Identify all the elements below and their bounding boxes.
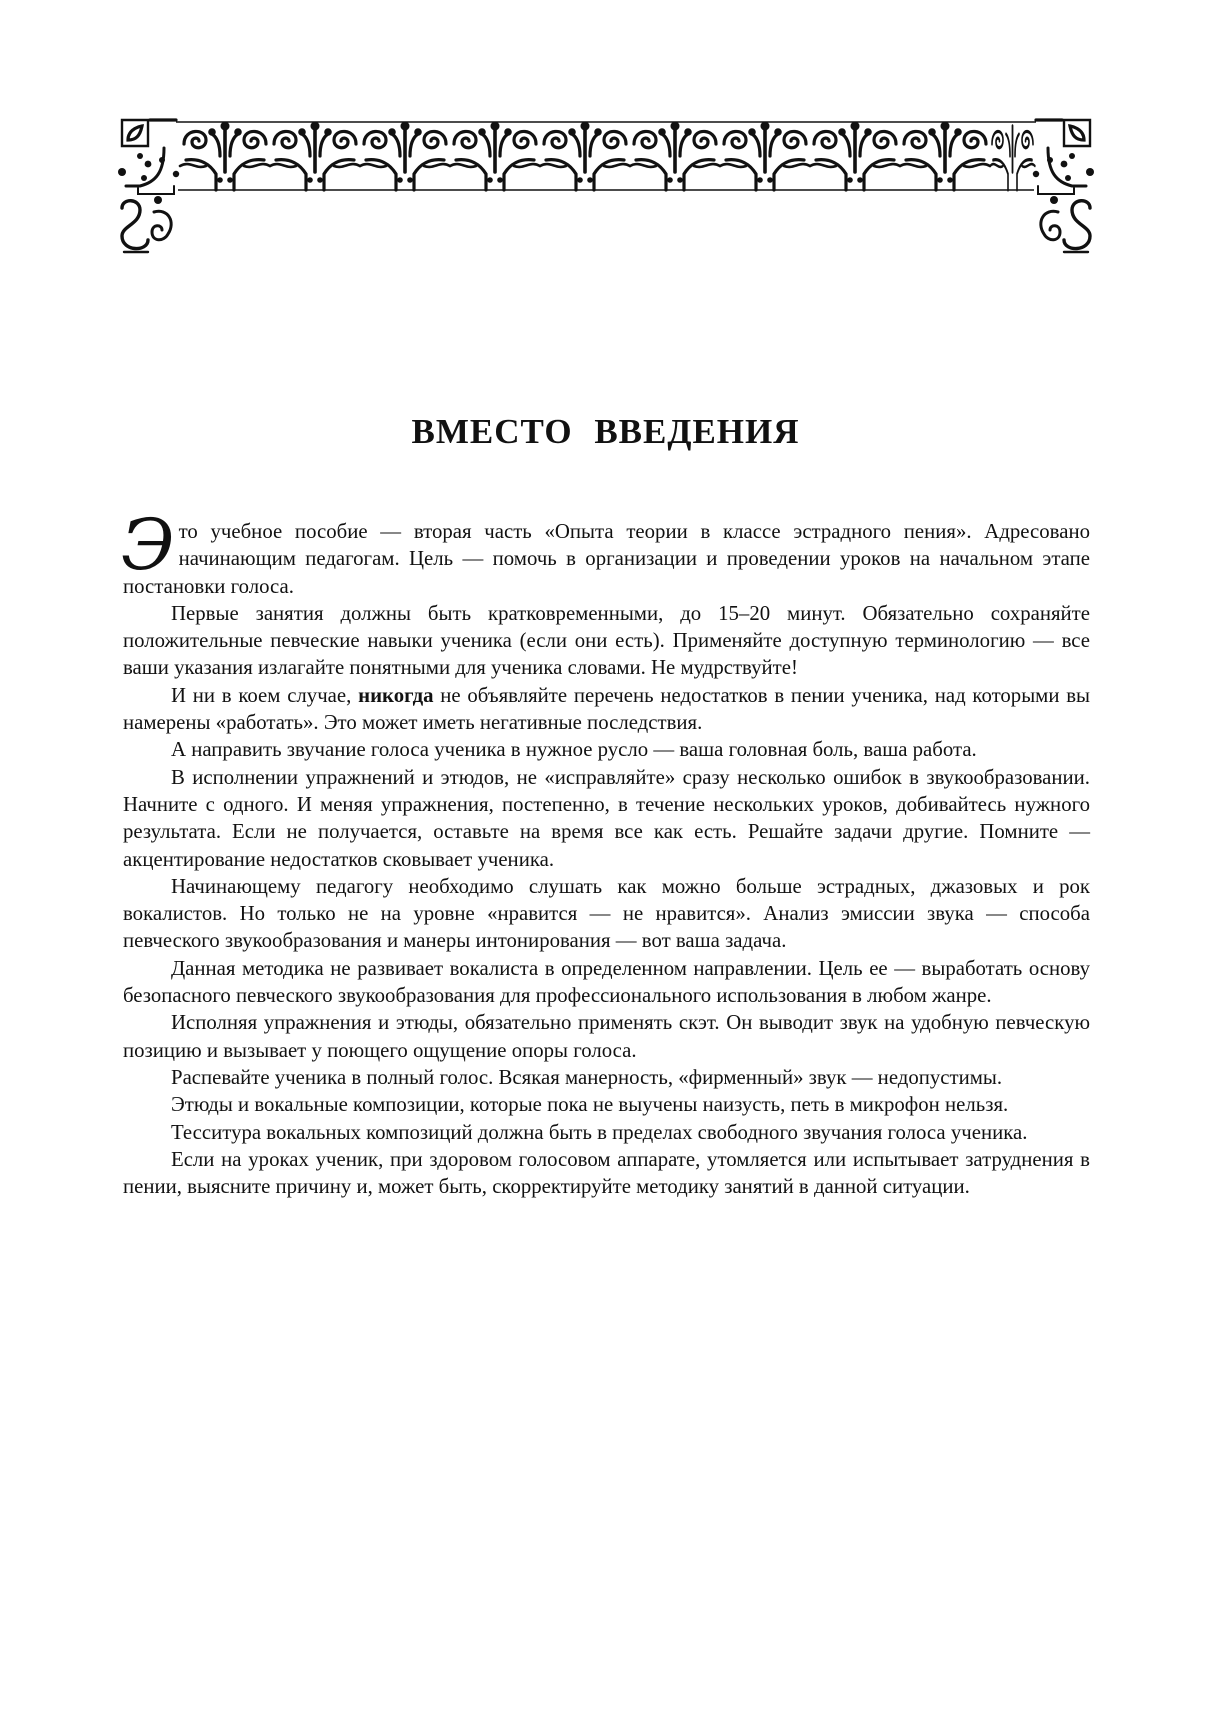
paragraph bbox=[121, 504, 1090, 600]
page-title: ВМЕСТО ВВЕДЕНИЯ bbox=[411, 412, 800, 451]
paragraph-text: то учебное пособие — вторая часть «Опыта теории в классе эстрадного пения». Адресовано начинающим педагогам. Цель — помочь в организации и проведении уроков на начальном этапе постановки голоса. bbox=[123, 520, 1090, 598]
paragraph-text: не объявляйте перечень недостатков в пении ученика, над которыми вы намерены «работать». Это может иметь негативные последствия. bbox=[123, 683, 1091, 735]
ornamental-border-icon bbox=[118, 112, 1094, 262]
paragraph-text: И ни в коем случае, bbox=[171, 683, 359, 707]
paragraph: Начинающему педагогу необходимо слушать как можно больше эстрадных, джазовых и рок вокалистов. Но только не на уровне «нравится — не нравится». Анализ эмиссии звука — способа певческого звукообразования и манеры интонирования — вот ваша задача. bbox=[123, 874, 1090, 953]
paragraph: Распевайте ученика в полный голос. Всякая манерность, «фирменный» звук — недопустимы. bbox=[171, 1065, 1003, 1089]
paragraph: Исполняя упражнения и этюды, обязательно применять скэт. Он выводит звук на удобную певческую позицию и вызывает у поющего ощущение опоры голоса. bbox=[123, 1011, 1090, 1062]
drop-cap: Э bbox=[121, 504, 175, 586]
paragraph: Первые занятия должны быть кратковременными, до 15–20 минут. Обязательно сохраняйте положительные певческие навыки ученика (если они есть). Применяйте доступную терминологию — все ваши указания излагайте понятными для ученика словами. Не мудрствуйте! bbox=[123, 601, 1090, 680]
paragraph: А направить звучание голоса ученика в нужное русло — ваша головная боль, ваша работа. bbox=[171, 738, 977, 762]
paragraph: Тесситура вокальных композиций должна быть в пределах свободного звучания голоса ученика. bbox=[171, 1120, 1028, 1144]
paragraph: Данная методика не развивает вокалиста в определенном направлении. Цель ее — выработать основу безопасного певческого звукообразования для профессионального использования в любом жанре. bbox=[123, 956, 1090, 1008]
body-text bbox=[121, 504, 1091, 1200]
paragraph bbox=[123, 682, 1090, 737]
paragraph: Этюды и вокальные композиции, которые пока не выучены наизусть, петь в микрофон нельзя. bbox=[171, 1093, 1009, 1117]
emphasis-text: никогда bbox=[358, 683, 434, 707]
paragraph: В исполнении упражнений и этюдов, не «исправляйте» сразу несколько ошибок в звукообразовании. Начните с одного. И меняя упражнения, постепенно, в течение нескольких уроков, добивайтесь нужного результата. Если не получается, оставьте на время все как есть. Решайте задачи другие. Помните — акцентирование недостатков сковывает ученика. bbox=[123, 765, 1090, 871]
paragraph: Если на уроках ученик, при здоровом голосовом аппарате, утомляется или испытывает затруднения в пении, выясните причину и, может быть, скорректируйте методику занятий в данной ситуации. bbox=[123, 1147, 1090, 1199]
